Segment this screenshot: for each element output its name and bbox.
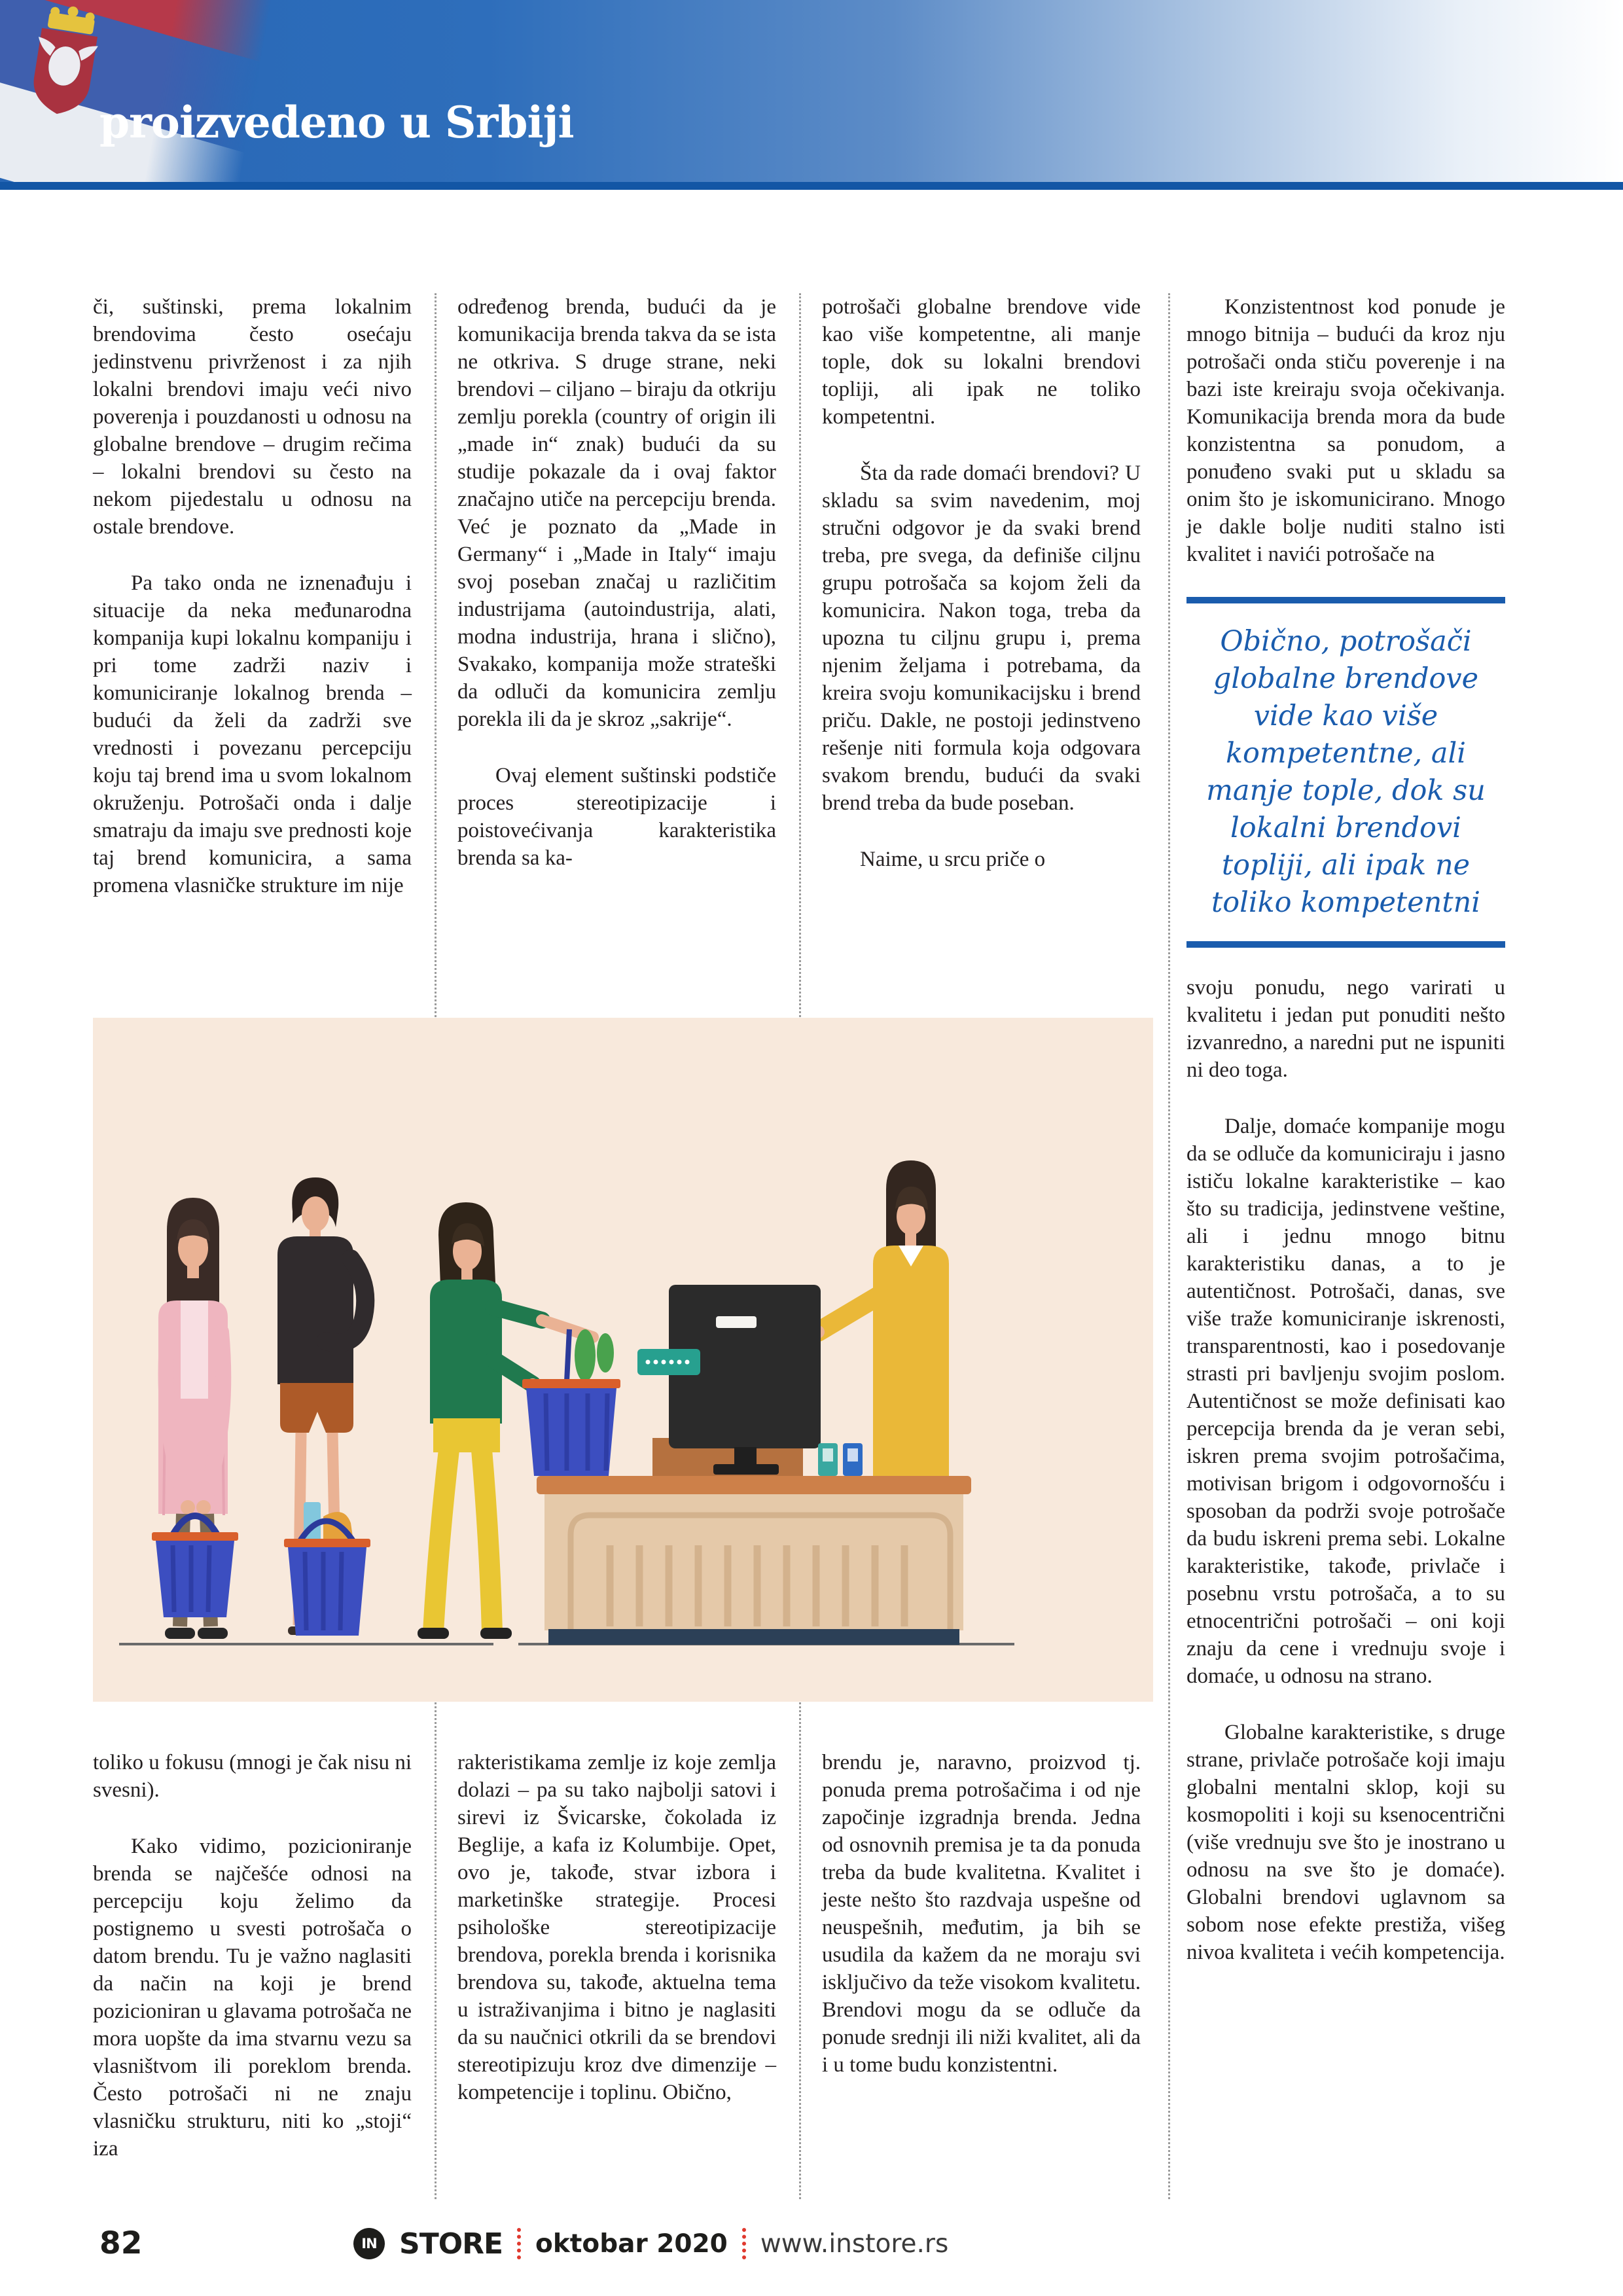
card-reader — [637, 1349, 700, 1375]
checkout-illustration — [93, 1018, 1153, 1702]
body-paragraph: toliko u fokusu (mnogi je čak nisu ni svesni). — [93, 1751, 412, 1802]
body-paragraph: Šta da rade domaći brendovi? U skladu sa svim navedenim, moj stručni odgovor je da svaki brend treba, pre svega, da definiše ciljnu grupu potrošača sa kojom želi da komunicira. Nakon toga, treba da upozna tu ciljnu grupu i, prema njenim željama i potrebama, da kreira svoju komunikacijsku i brend priču. Dakle, ne postoji jedinstveno rešenje niti formula koja odgovara svakom brendu, budući da svaki brend treba da bude poseban. — [822, 461, 1141, 815]
text-column-3-bottom — [822, 1749, 1141, 2079]
body-paragraph: Naime, u srcu priče o — [860, 848, 1046, 871]
page-number: 82 — [99, 2225, 143, 2261]
body-paragraph: Ovaj element suštinski podstiče proces stereotipizacije i poistovećivanja karakteristika brenda sa ka- — [457, 764, 776, 870]
page-title: proizvedeno u Srbiji — [99, 97, 574, 148]
pull-quote-text: Obično, potrošači globalne brendove vide kao više kompetentne, ali manje tople, dok su lokalni brendovi topliji, ali ipak ne toliko kompetentni — [1206, 625, 1486, 919]
body-paragraph: svoju ponudu, nego varirati u kvalitetu i jedan put ponuditi nešto izvanredno, a naredni put ne ispuniti ni deo toga. — [1186, 976, 1505, 1082]
text-column-2-bottom — [457, 1749, 776, 2106]
column-divider — [1168, 293, 1170, 2199]
footer — [353, 2225, 948, 2262]
body-paragraph: rakteristikama zemlje iz koje zemlja dolazi – pa su tako najbolji satovi i sirevi iz Švicarske, čokolada iz Beglije, a kafa iz Kolumbije. Opet, ovo je, takođe, stvar izbora i marketinške strategije. Procesi psihološke stereotipizacije brendova, porekla brenda i korisnika brendova su, takođe, aktuelna tema u istraživanjima i bitno je naglasiti da su naučnici otkrili da se brendovi stereotipizuju kroz dve dimenzije – kompetencije i toplinu. Obično, — [457, 1751, 776, 2104]
text-column-1-top — [93, 293, 412, 899]
instore-logo-text: STORE — [399, 2227, 503, 2261]
instore-logo-icon: IN — [353, 2228, 385, 2259]
text-column-1-bottom — [93, 1749, 412, 2162]
body-paragraph: Kako vidimo, pozicioniranje brenda se najčešće odnosi na percepciju koju želimo da postignemo u svesti potrošača o datom brendu. Tu je važno naglasiti da način na koji je brend pozicioniran u glavama potrošača ne mora uopšte da ima stvarnu vezu sa vlasništvom ili poreklom brenda. Često potrošači ni ne znaju vlasničku strukturu, niti ko „stoji“ iza — [93, 1835, 412, 2161]
body-paragraph: Konzistentnost kod ponude je mnogo bitnija – budući da kroz nju potrošači onda stiču poverenje i na bazi iste kreiraju svoja očekivanja. Komunikacija brenda mora da bude konzistentna sa ponudom, a ponuđeno svaki put u skladu sa onim što je iskomunicirano. Mnogo je dakle bolje nuditi stalno isti kvalitet i navići potrošače na — [1186, 295, 1505, 566]
footer-divider-icon — [517, 2228, 521, 2259]
body-paragraph: Globalne karakteristike, s druge strane, privlače potrošače koji imaju globalni mentalni sklop, koji su kosmopoliti i koji su ksenocentrični (više vrednuju sve što je inostrano u odnosu na sve što je domaće). Globalni brendovi uglavnom sa sobom nose efekte prestiža, višeg nivoa kvaliteta i većih kompetencija. — [1186, 1721, 1505, 1964]
body-paragraph: potrošači globalne brendove vide kao više kompetentne, ali manje tople, dok su lokalni brendovi topliji, ali ipak ne toliko kompetentni. — [822, 295, 1141, 429]
pull-quote — [1186, 597, 1505, 948]
text-column-2-top — [457, 293, 776, 872]
serbia-flag-icon — [0, 0, 308, 182]
issue-date: oktobar 2020 — [535, 2229, 728, 2259]
body-paragraph: određenog brenda, budući da je komunikacija brenda takva da se ista ne otkriva. S druge strane, neki brendovi – ciljano – biraju da otkriju zemlju porekla (country of origin ili „made in“ znak) budući da su studije pokazale da i ovaj faktor značajno utiče na percepciju brenda. Već je poznato da „Made in Germany“ i „Made in Italy“ imaju svoj poseban značaj u različitim industrijama (autoindustrija, alati, modna industrija, hrana i slično), Svakako, kompanija može strateški da odluči da komunicira zemlju porekla ili da je skroz „sakrije“. — [457, 295, 776, 731]
pos-monitor — [669, 1285, 821, 1475]
body-paragraph: Pa tako onda ne iznenađuju i situacije da neka međunarodna kompanija kupi lokalnu kompaniju i pri tome zadrži naziv i komuniciranje lokalnog brenda – budući da želi da zadrži sve vrednosti i povezanu percepciju koju taj brend ima u svom lokalnom okruženju. Potrošači onda i dalje smatraju da imaju sve prednosti koje taj brend komunicira, a sama promena vlasničke strukture im nije — [93, 571, 412, 897]
footer-divider-icon — [742, 2228, 746, 2259]
body-paragraph: či, suštinski, prema lokalnim brendovima često osećaju jedinstvenu privrženost i za njih lokalni brendovi imaju veći nivo poverenja i pouzdanosti u odnosu na globalne brendove – drugim rečima – lokalni brendovi su često na nekom pijedestalu u odnosu na ostale brendove. — [93, 295, 412, 539]
text-column-4 — [1186, 293, 1505, 1966]
body-paragraph: brendu je, naravno, proizvod tj. ponuda prema potrošačima i od nje započinje izgradnja brenda. Jedna od osnovnih premisa je ta da ponuda treba da bude kvalitetna. Kvalitet i jeste nešto što razdvaja uspešne od neuspešnih, međutim, ja bih se usudila da kažem da ne moraju svi isključivo da teže visokom kvalitetu. Brendovi mogu da se odluče da ponude srednji ili niži kvalitet, ali da i u tome budu konzistentni. — [822, 1751, 1141, 2077]
text-column-3-top — [822, 293, 1141, 873]
page-header — [0, 0, 1623, 190]
body-paragraph: Dalje, domaće kompanije mogu da se odluče da komuniciraju i jasno ističu lokalne karakteristike – kao što su tradicija, jedinstvene veštine, ali i jednu mnogo bitnu karakteristiku danas, a to je autentičnost. Potrošači, danas, sve više traže komuniciranje iskrenosti, transparentnosti, kao i posedovanje strasti pri bavljenju svojim poslom. Autentičnost se može definisati kao percepcija brenda da je veran sebi, iskren prema svojim potrošačima, motivisan brigom i odgovornošću i sposoban da podrži svoje potrošače da budu iskreni prema sebi. Lokalne karakteristike, takođe, privlače i posebnu vrstu potrošača, a to su etnocentrični potrošači – oni koji znaju da cene i vrednuju svoje i domaće, u odnosu na strano. — [1186, 1115, 1505, 1688]
website-text: www.instore.rs — [760, 2229, 949, 2259]
